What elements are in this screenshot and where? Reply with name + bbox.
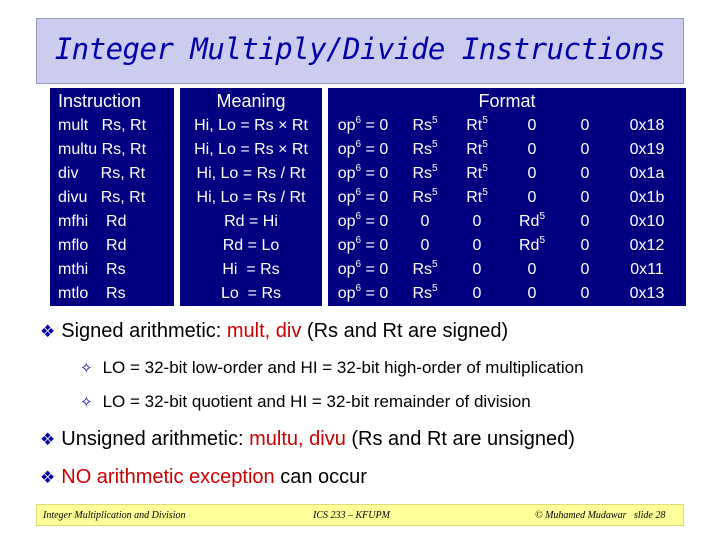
opcode: op	[337, 213, 356, 230]
table-row	[50, 234, 686, 258]
rt: 0	[472, 261, 482, 278]
rd: 0	[527, 189, 537, 206]
rs-width: 5	[432, 283, 438, 294]
rs-field	[398, 162, 452, 186]
opcode-field	[328, 138, 398, 162]
rt: Rt	[466, 141, 483, 158]
rd-field	[502, 186, 562, 210]
bullet-signed-note: (Rs and Rt are signed)	[301, 320, 509, 342]
rd: 0	[527, 117, 537, 134]
opcode-width: 6	[355, 259, 362, 270]
rs: Rs	[412, 117, 432, 134]
meaning-cell	[180, 282, 322, 306]
rs-width: 5	[432, 187, 438, 198]
meaning-text: Hi, Lo = Rs × Rt	[194, 141, 308, 158]
instruction-text: mtlo Rs	[58, 285, 126, 302]
footer-center: ICS 233 – KFUPM	[313, 510, 390, 521]
meaning-text: Hi, Lo = Rs / Rt	[196, 165, 306, 182]
opcode-width: 6	[355, 163, 362, 174]
funct-field	[608, 186, 686, 210]
shamt: 0	[580, 189, 590, 206]
meaning-cell	[180, 186, 322, 210]
rs-field	[398, 234, 452, 258]
shamt: 0	[580, 261, 590, 278]
instruction-cell	[50, 138, 174, 162]
funct-field	[608, 138, 686, 162]
bullet-unsigned	[40, 428, 575, 451]
opcode-field	[328, 162, 398, 186]
table-row	[50, 186, 686, 210]
instruction-cell	[50, 210, 174, 234]
rd: Rd	[518, 213, 540, 230]
rs-width: 5	[432, 259, 438, 270]
opcode-value: = 0	[361, 237, 389, 254]
table-row	[50, 162, 686, 186]
shamt-field	[562, 234, 608, 258]
shamt-field	[562, 138, 608, 162]
rd: 0	[527, 261, 537, 278]
title-bar	[36, 18, 684, 84]
table-row	[50, 210, 686, 234]
rs-field	[398, 186, 452, 210]
opcode-width: 6	[355, 283, 362, 294]
opcode-width: 6	[355, 139, 362, 150]
rs-field	[398, 282, 452, 306]
no-exception-note: can occur	[274, 466, 367, 488]
funct: 0x1a	[629, 165, 665, 182]
rs-field	[398, 138, 452, 162]
header-instruction: Instruction	[50, 88, 174, 114]
four-point-star-icon: ✧	[80, 360, 93, 377]
shamt-field	[562, 282, 608, 306]
slide-footer	[36, 504, 684, 526]
rt-field	[452, 282, 502, 306]
opcode-value: = 0	[361, 189, 389, 206]
rs: Rs	[412, 285, 432, 302]
opcode-field	[328, 186, 398, 210]
instruction-cell	[50, 186, 174, 210]
opcode: op	[337, 165, 356, 182]
rd-width: 5	[539, 235, 545, 246]
shamt-field	[562, 162, 608, 186]
rd-field	[502, 258, 562, 282]
rs: Rs	[412, 165, 432, 182]
meaning-text: Rd = Lo	[222, 237, 280, 254]
funct-field	[608, 282, 686, 306]
rt-width: 5	[482, 115, 488, 126]
shamt-field	[562, 210, 608, 234]
slide-title: Integer Multiply/Divide Instructions	[54, 32, 666, 66]
rt-field	[452, 114, 502, 138]
funct-field	[608, 258, 686, 282]
rd-field	[502, 282, 562, 306]
shamt-field	[562, 114, 608, 138]
rs: Rs	[412, 141, 432, 158]
opcode-value: = 0	[361, 285, 389, 302]
rd-field	[502, 210, 562, 234]
meaning-cell	[180, 138, 322, 162]
sub-bullet-division	[80, 392, 531, 412]
instruction-text: multu Rs, Rt	[58, 141, 147, 158]
footer-right: © Muhamed Mudawar slide 28	[535, 510, 666, 521]
opcode-value: = 0	[361, 261, 389, 278]
diamond-bullet-icon: ❖	[40, 322, 56, 341]
rt: 0	[472, 237, 482, 254]
instruction-cell	[50, 114, 174, 138]
funct: 0x12	[629, 237, 665, 254]
meaning-cell	[180, 210, 322, 234]
instruction-text: divu Rs, Rt	[58, 189, 146, 206]
rd-width: 5	[539, 211, 545, 222]
meaning-cell	[180, 162, 322, 186]
opcode: op	[337, 141, 356, 158]
sub-bullet-multiplication-text: LO = 32-bit low-order and HI = 32-bit high-order of multiplication	[102, 358, 584, 377]
instruction-cell	[50, 162, 174, 186]
opcode-value: = 0	[361, 141, 389, 158]
opcode-width: 6	[355, 115, 362, 126]
instruction-text: mult Rs, Rt	[58, 117, 147, 134]
opcode-value: = 0	[361, 117, 389, 134]
rd-field	[502, 234, 562, 258]
funct: 0x18	[629, 117, 665, 134]
instruction-text: mthi Rs	[58, 261, 126, 278]
rd: 0	[527, 141, 537, 158]
header-meaning: Meaning	[180, 88, 322, 114]
bullet-signed	[40, 320, 508, 343]
rt-width: 5	[482, 163, 488, 174]
sub-bullet-multiplication	[80, 358, 584, 378]
shamt-field	[562, 186, 608, 210]
opcode-field	[328, 210, 398, 234]
rd-field	[502, 162, 562, 186]
opcode: op	[337, 261, 356, 278]
meaning-cell	[180, 258, 322, 282]
funct: 0x13	[629, 285, 665, 302]
rs-width: 5	[432, 163, 438, 174]
rd-field	[502, 114, 562, 138]
instruction-text: div Rs, Rt	[58, 165, 146, 182]
rs: 0	[420, 237, 430, 254]
rs: Rs	[412, 189, 432, 206]
rt-field	[452, 162, 502, 186]
meaning-text: Hi, Lo = Rs × Rt	[194, 117, 308, 134]
funct-field	[608, 210, 686, 234]
opcode-value: = 0	[361, 213, 389, 230]
rs-width: 5	[432, 115, 438, 126]
meaning-text: Rd = Hi	[224, 213, 278, 230]
opcode-field	[328, 114, 398, 138]
rs-field	[398, 210, 452, 234]
meaning-cell	[180, 234, 322, 258]
rt-width: 5	[482, 139, 488, 150]
rd: Rd	[518, 237, 540, 254]
rs-width: 5	[432, 139, 438, 150]
opcode: op	[337, 237, 356, 254]
table-row	[50, 138, 686, 162]
opcode-field	[328, 258, 398, 282]
rt-field	[452, 258, 502, 282]
rs-field	[398, 258, 452, 282]
table-row	[50, 258, 686, 282]
opcode-width: 6	[355, 211, 362, 222]
opcode: op	[337, 285, 356, 302]
opcode-field	[328, 234, 398, 258]
shamt: 0	[580, 213, 590, 230]
footer-left: Integer Multiplication and Division	[43, 510, 186, 521]
opcode-width: 6	[355, 187, 362, 198]
instruction-cell	[50, 282, 174, 306]
rt: Rt	[466, 165, 483, 182]
rs: 0	[420, 213, 430, 230]
shamt: 0	[580, 141, 590, 158]
shamt: 0	[580, 117, 590, 134]
meaning-cell	[180, 114, 322, 138]
four-point-star-icon: ✧	[80, 394, 93, 411]
opcode-width: 6	[355, 235, 362, 246]
header-format: Format	[328, 88, 686, 114]
rd-field	[502, 138, 562, 162]
funct-field	[608, 114, 686, 138]
signed-instructions: mult, div	[226, 320, 302, 342]
rt-width: 5	[482, 187, 488, 198]
funct: 0x10	[629, 213, 665, 230]
rt: 0	[472, 285, 482, 302]
rt-field	[452, 234, 502, 258]
sub-bullet-division-text: LO = 32-bit quotient and HI = 32-bit remainder of division	[102, 392, 531, 411]
funct-field	[608, 162, 686, 186]
opcode: op	[337, 117, 356, 134]
funct-field	[608, 234, 686, 258]
rt-field	[452, 186, 502, 210]
rd: 0	[527, 165, 537, 182]
table-body	[50, 114, 686, 306]
opcode: op	[337, 189, 356, 206]
rd: 0	[527, 285, 537, 302]
funct: 0x19	[629, 141, 665, 158]
table-row	[50, 114, 686, 138]
shamt: 0	[580, 165, 590, 182]
shamt: 0	[580, 237, 590, 254]
bullet-unsigned-note: (Rs and Rt are unsigned)	[345, 428, 575, 450]
instruction-text: mfhi Rd	[58, 213, 127, 230]
opcode-field	[328, 282, 398, 306]
rt-field	[452, 138, 502, 162]
instruction-cell	[50, 234, 174, 258]
funct: 0x1b	[629, 189, 665, 206]
instruction-cell	[50, 258, 174, 282]
table-row	[50, 282, 686, 306]
bullet-signed-text: Signed arithmetic:	[61, 320, 227, 342]
rt-field	[452, 210, 502, 234]
rs-field	[398, 114, 452, 138]
rt: 0	[472, 213, 482, 230]
shamt: 0	[580, 285, 590, 302]
rt: Rt	[466, 189, 483, 206]
diamond-bullet-icon: ❖	[40, 430, 56, 449]
rs: Rs	[412, 261, 432, 278]
funct: 0x11	[630, 261, 664, 278]
unsigned-instructions: multu, divu	[249, 428, 346, 450]
table-header-row	[50, 88, 686, 114]
shamt-field	[562, 258, 608, 282]
bullet-unsigned-text: Unsigned arithmetic:	[61, 428, 250, 450]
instruction-text: mflo Rd	[58, 237, 127, 254]
rt: Rt	[466, 117, 483, 134]
meaning-text: Lo = Rs	[220, 285, 282, 302]
opcode-value: = 0	[361, 165, 389, 182]
meaning-text: Hi, Lo = Rs / Rt	[196, 189, 306, 206]
meaning-text: Hi = Rs	[222, 261, 280, 278]
instruction-table	[50, 88, 686, 306]
bullet-no-exception	[40, 466, 367, 489]
diamond-bullet-icon: ❖	[40, 468, 56, 487]
no-exception-text: NO arithmetic exception	[61, 466, 275, 488]
